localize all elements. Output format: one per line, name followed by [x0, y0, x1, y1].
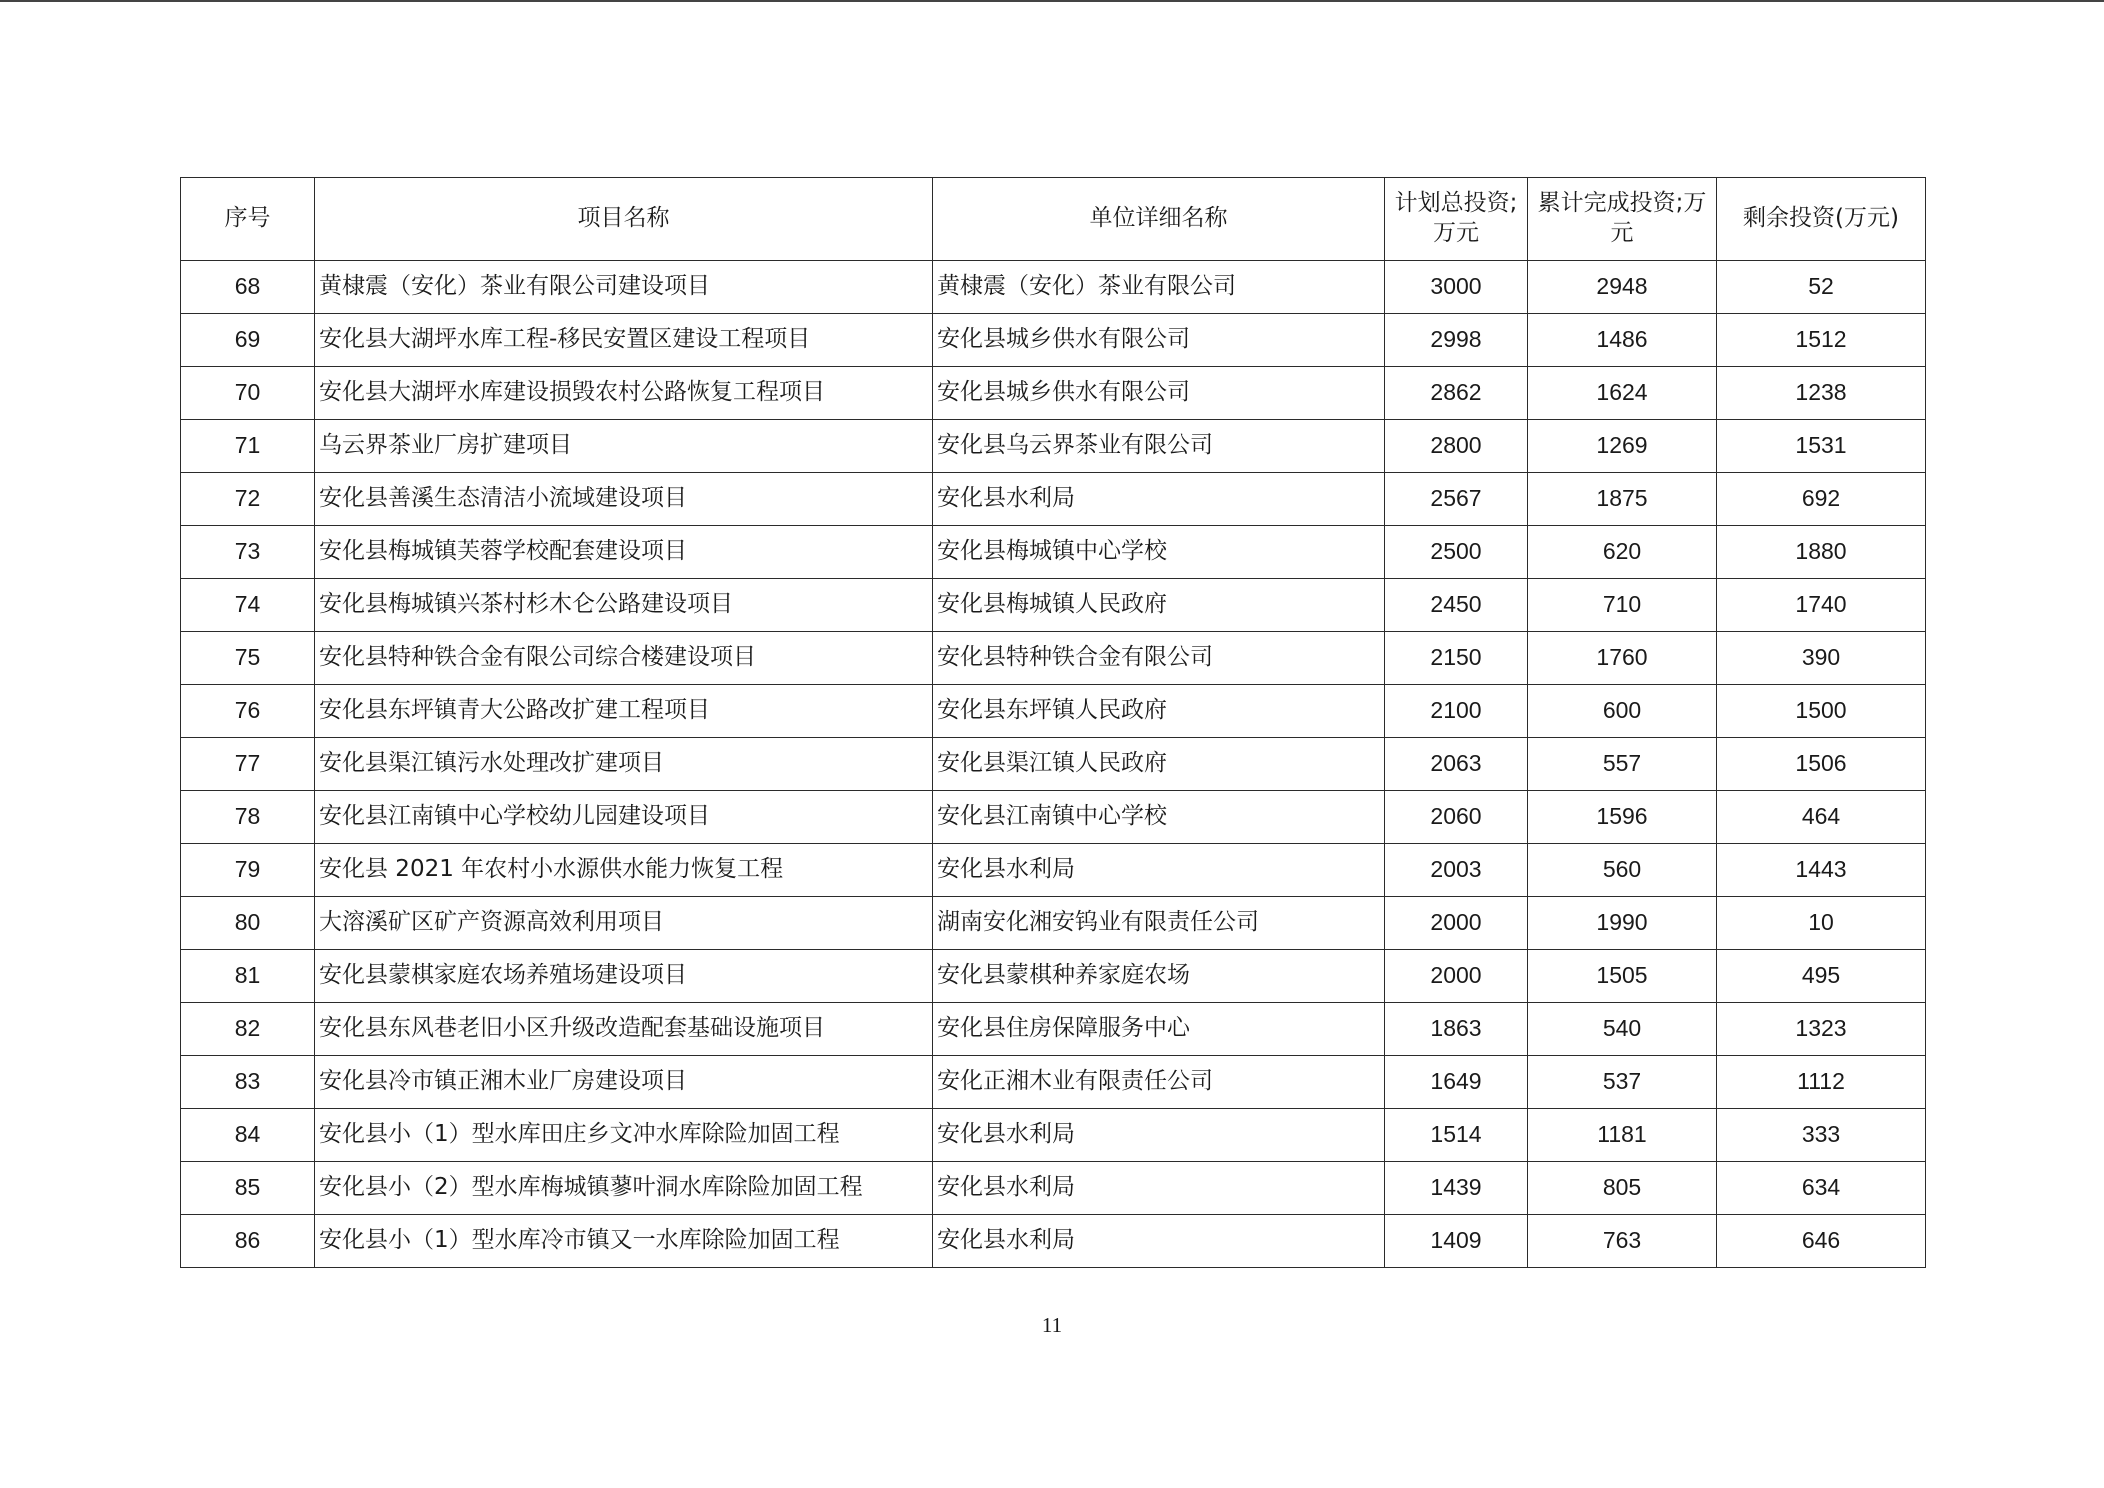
cell-completed-investment: 805	[1528, 1162, 1717, 1215]
cell-unit-name: 安化县东坪镇人民政府	[933, 685, 1385, 738]
cell-project-name: 安化县大湖坪水库工程-移民安置区建设工程项目	[315, 314, 933, 367]
header-unit-name: 单位详细名称	[933, 178, 1385, 261]
cell-completed-investment: 1269	[1528, 420, 1717, 473]
table-row	[181, 632, 1926, 685]
cell-project-name: 安化县梅城镇芙蓉学校配套建设项目	[315, 526, 933, 579]
cell-serial-number: 69	[181, 314, 315, 367]
cell-planned-investment: 1649	[1385, 1056, 1528, 1109]
table-row	[181, 420, 1926, 473]
table-body	[181, 261, 1926, 1268]
cell-completed-investment: 540	[1528, 1003, 1717, 1056]
cell-remaining-investment: 1443	[1717, 844, 1926, 897]
cell-unit-name: 安化县水利局	[933, 473, 1385, 526]
cell-serial-number: 79	[181, 844, 315, 897]
cell-project-name: 安化县 2021 年农村小水源供水能力恢复工程	[315, 844, 933, 897]
cell-planned-investment: 2060	[1385, 791, 1528, 844]
cell-serial-number: 74	[181, 579, 315, 632]
table-row	[181, 314, 1926, 367]
cell-planned-investment: 1409	[1385, 1215, 1528, 1268]
cell-planned-investment: 2862	[1385, 367, 1528, 420]
cell-unit-name: 安化县乌云界茶业有限公司	[933, 420, 1385, 473]
table-row	[181, 1215, 1926, 1268]
cell-serial-number: 70	[181, 367, 315, 420]
cell-serial-number: 83	[181, 1056, 315, 1109]
cell-serial-number: 72	[181, 473, 315, 526]
table-row	[181, 526, 1926, 579]
cell-unit-name: 安化县住房保障服务中心	[933, 1003, 1385, 1056]
cell-serial-number: 68	[181, 261, 315, 314]
cell-planned-investment: 2800	[1385, 420, 1528, 473]
cell-unit-name: 安化县城乡供水有限公司	[933, 314, 1385, 367]
cell-remaining-investment: 1531	[1717, 420, 1926, 473]
cell-project-name: 安化县冷市镇正湘木业厂房建设项目	[315, 1056, 933, 1109]
cell-remaining-investment: 10	[1717, 897, 1926, 950]
cell-unit-name: 安化县水利局	[933, 1109, 1385, 1162]
cell-planned-investment: 2450	[1385, 579, 1528, 632]
cell-completed-investment: 620	[1528, 526, 1717, 579]
cell-serial-number: 73	[181, 526, 315, 579]
cell-project-name: 安化县东坪镇青大公路改扩建工程项目	[315, 685, 933, 738]
cell-planned-investment: 2000	[1385, 950, 1528, 1003]
cell-remaining-investment: 692	[1717, 473, 1926, 526]
cell-completed-investment: 1181	[1528, 1109, 1717, 1162]
cell-serial-number: 82	[181, 1003, 315, 1056]
cell-unit-name: 安化县蒙棋种养家庭农场	[933, 950, 1385, 1003]
cell-completed-investment: 560	[1528, 844, 1717, 897]
cell-serial-number: 77	[181, 738, 315, 791]
cell-unit-name: 安化县渠江镇人民政府	[933, 738, 1385, 791]
table-row	[181, 1109, 1926, 1162]
cell-project-name: 安化县渠江镇污水处理改扩建项目	[315, 738, 933, 791]
cell-completed-investment: 710	[1528, 579, 1717, 632]
cell-project-name: 安化县大湖坪水库建设损毁农村公路恢复工程项目	[315, 367, 933, 420]
table-row	[181, 685, 1926, 738]
cell-unit-name: 湖南安化湘安钨业有限责任公司	[933, 897, 1385, 950]
table-row	[181, 367, 1926, 420]
cell-project-name: 黄棣震（安化）茶业有限公司建设项目	[315, 261, 933, 314]
cell-project-name: 安化县东风巷老旧小区升级改造配套基础设施项目	[315, 1003, 933, 1056]
cell-project-name: 安化县小（1）型水库冷市镇又一水库除险加固工程	[315, 1215, 933, 1268]
cell-remaining-investment: 1880	[1717, 526, 1926, 579]
cell-unit-name: 安化县水利局	[933, 844, 1385, 897]
cell-project-name: 安化县特种铁合金有限公司综合楼建设项目	[315, 632, 933, 685]
cell-serial-number: 71	[181, 420, 315, 473]
cell-planned-investment: 2063	[1385, 738, 1528, 791]
cell-serial-number: 80	[181, 897, 315, 950]
cell-remaining-investment: 646	[1717, 1215, 1926, 1268]
cell-planned-investment: 2000	[1385, 897, 1528, 950]
cell-planned-investment: 2998	[1385, 314, 1528, 367]
cell-project-name: 安化县小（1）型水库田庄乡文冲水库除险加固工程	[315, 1109, 933, 1162]
cell-planned-investment: 1863	[1385, 1003, 1528, 1056]
table-row	[181, 579, 1926, 632]
cell-remaining-investment: 1512	[1717, 314, 1926, 367]
cell-project-name: 乌云界茶业厂房扩建项目	[315, 420, 933, 473]
cell-remaining-investment: 495	[1717, 950, 1926, 1003]
cell-remaining-investment: 1740	[1717, 579, 1926, 632]
table-row	[181, 791, 1926, 844]
table-row	[181, 261, 1926, 314]
table-row	[181, 473, 1926, 526]
cell-remaining-investment: 1323	[1717, 1003, 1926, 1056]
header-remaining-investment: 剩余投资(万元)	[1717, 178, 1926, 261]
cell-planned-investment: 2150	[1385, 632, 1528, 685]
cell-completed-investment: 600	[1528, 685, 1717, 738]
table-row	[181, 1162, 1926, 1215]
cell-completed-investment: 763	[1528, 1215, 1717, 1268]
cell-unit-name: 安化县江南镇中心学校	[933, 791, 1385, 844]
cell-completed-investment: 1990	[1528, 897, 1717, 950]
cell-unit-name: 安化县梅城镇中心学校	[933, 526, 1385, 579]
table-row	[181, 738, 1926, 791]
cell-completed-investment: 1875	[1528, 473, 1717, 526]
cell-completed-investment: 1486	[1528, 314, 1717, 367]
page-top-border	[0, 0, 2104, 2]
cell-planned-investment: 2003	[1385, 844, 1528, 897]
cell-serial-number: 75	[181, 632, 315, 685]
cell-project-name: 安化县蒙棋家庭农场养殖场建设项目	[315, 950, 933, 1003]
cell-planned-investment: 1514	[1385, 1109, 1528, 1162]
cell-serial-number: 86	[181, 1215, 315, 1268]
cell-remaining-investment: 1500	[1717, 685, 1926, 738]
cell-project-name: 安化县善溪生态清洁小流域建设项目	[315, 473, 933, 526]
cell-remaining-investment: 1506	[1717, 738, 1926, 791]
table-row	[181, 1003, 1926, 1056]
cell-remaining-investment: 1112	[1717, 1056, 1926, 1109]
header-planned-investment: 计划总投资;万元	[1385, 178, 1528, 261]
cell-completed-investment: 2948	[1528, 261, 1717, 314]
table-row	[181, 950, 1926, 1003]
header-completed-investment: 累计完成投资;万元	[1528, 178, 1717, 261]
cell-remaining-investment: 52	[1717, 261, 1926, 314]
table-header-row	[181, 178, 1926, 261]
cell-unit-name: 安化县水利局	[933, 1215, 1385, 1268]
cell-remaining-investment: 1238	[1717, 367, 1926, 420]
table-row	[181, 897, 1926, 950]
cell-remaining-investment: 390	[1717, 632, 1926, 685]
cell-project-name: 大溶溪矿区矿产资源高效利用项目	[315, 897, 933, 950]
cell-unit-name: 安化县城乡供水有限公司	[933, 367, 1385, 420]
cell-completed-investment: 557	[1528, 738, 1717, 791]
cell-unit-name: 安化正湘木业有限责任公司	[933, 1056, 1385, 1109]
table-row	[181, 844, 1926, 897]
cell-serial-number: 85	[181, 1162, 315, 1215]
cell-planned-investment: 2500	[1385, 526, 1528, 579]
cell-remaining-investment: 464	[1717, 791, 1926, 844]
cell-unit-name: 黄棣震（安化）茶业有限公司	[933, 261, 1385, 314]
cell-unit-name: 安化县水利局	[933, 1162, 1385, 1215]
cell-planned-investment: 3000	[1385, 261, 1528, 314]
cell-serial-number: 84	[181, 1109, 315, 1162]
cell-serial-number: 78	[181, 791, 315, 844]
cell-completed-investment: 1505	[1528, 950, 1717, 1003]
header-serial-number: 序号	[181, 178, 315, 261]
table-row	[181, 1056, 1926, 1109]
cell-project-name: 安化县小（2）型水库梅城镇蓼叶洞水库除险加固工程	[315, 1162, 933, 1215]
cell-completed-investment: 1624	[1528, 367, 1717, 420]
page-number: 11	[1041, 1313, 1063, 1337]
cell-project-name: 安化县梅城镇兴茶村杉木仑公路建设项目	[315, 579, 933, 632]
cell-unit-name: 安化县梅城镇人民政府	[933, 579, 1385, 632]
cell-remaining-investment: 333	[1717, 1109, 1926, 1162]
cell-completed-investment: 537	[1528, 1056, 1717, 1109]
cell-serial-number: 76	[181, 685, 315, 738]
cell-planned-investment: 2567	[1385, 473, 1528, 526]
investment-table	[180, 177, 1926, 1268]
cell-completed-investment: 1596	[1528, 791, 1717, 844]
cell-planned-investment: 1439	[1385, 1162, 1528, 1215]
cell-project-name: 安化县江南镇中心学校幼儿园建设项目	[315, 791, 933, 844]
header-project-name: 项目名称	[315, 178, 933, 261]
cell-planned-investment: 2100	[1385, 685, 1528, 738]
cell-unit-name: 安化县特种铁合金有限公司	[933, 632, 1385, 685]
cell-serial-number: 81	[181, 950, 315, 1003]
cell-completed-investment: 1760	[1528, 632, 1717, 685]
cell-remaining-investment: 634	[1717, 1162, 1926, 1215]
